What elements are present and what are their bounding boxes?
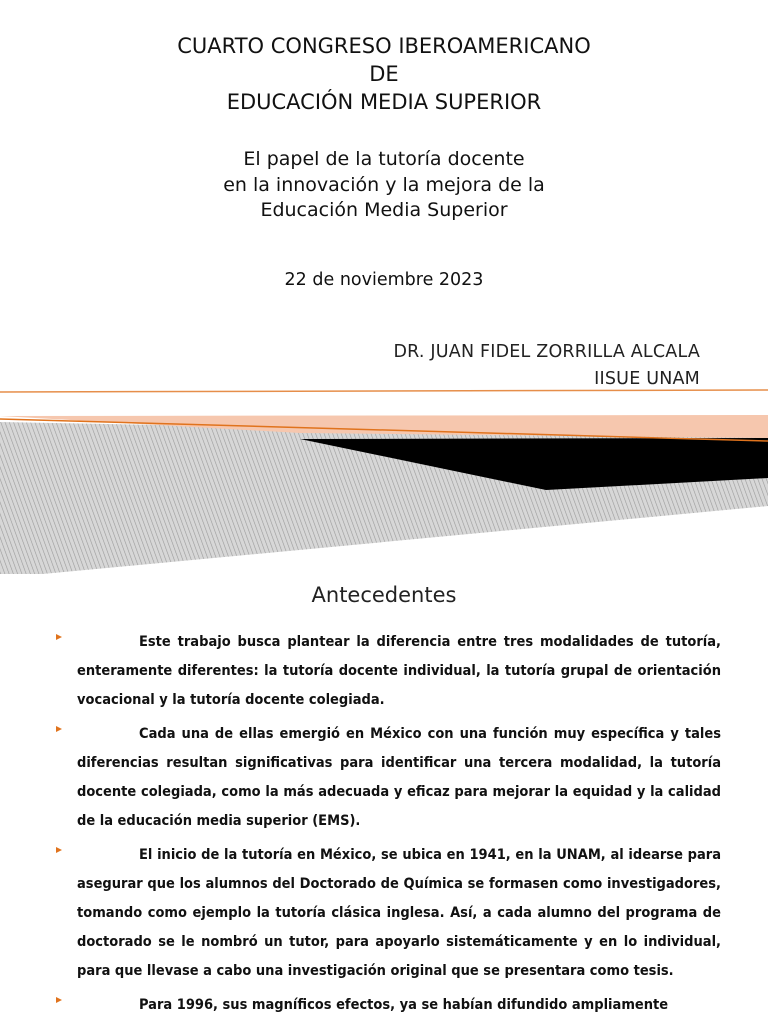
- bullet-text: El inicio de la tutoría en México, se ubica en 1941, en la UNAM, al idearse para asegurar que los alumnos del Doctorado de Química se formasen como investigadores, tomando como ejemplo la tutoría clásica inglesa. Así, a cada alumno del programa de doctorado se le nombró un tutor, para apoyarlo sistemáticamente y en lo individual, para que llevase a cabo una investigación original que se presentara como tesis.: [77, 847, 721, 979]
- arrow-bullet-icon: [56, 997, 62, 1003]
- arrow-bullet-icon: [56, 847, 62, 853]
- conference-title: [0, 32, 768, 116]
- bullet-text: Este trabajo busca plantear la diferencia entre tres modalidades de tutoría, enteramente diferentes: la tutoría docente individual, la tutoría grupal de orientación vocacional y la tutoría docente colegiada.: [77, 634, 721, 708]
- bullet-item: [0, 628, 768, 715]
- subtitle-line: Educación Media Superior: [260, 199, 508, 221]
- subtitle-line: El papel de la tutoría docente: [243, 148, 525, 170]
- thin-accent-line: [0, 390, 768, 392]
- arrow-bullet-icon: [56, 726, 62, 732]
- author-block: [393, 339, 700, 393]
- arrow-bullet-icon: [56, 634, 62, 640]
- subtitle-line: en la innovación y la mejora de la: [223, 173, 545, 196]
- author-name: DR. JUAN FIDEL ZORRILLA ALCALA: [393, 342, 700, 362]
- bullet-list: [0, 628, 768, 1025]
- bullet-text: Cada una de ellas emergió en México con una función muy específica y tales diferencias resultan significativas para identificar una tercera modalidad, la tutoría docente colegiada, como la más adecuada y eficaz para mejorar la equidad y la calidad de la educación media superior (EMS).: [77, 726, 721, 829]
- bullet-text: Para 1996, sus magníficos efectos, ya se habían difundido ampliamente: [139, 997, 669, 1013]
- talk-subtitle: [0, 147, 768, 224]
- title-line: EDUCACIÓN MEDIA SUPERIOR: [226, 90, 542, 114]
- slide-heading: Antecedentes: [311, 583, 457, 607]
- author-affiliation: IISUE UNAM: [594, 369, 700, 389]
- presentation-date: 22 de noviembre 2023: [284, 270, 484, 290]
- content-slide: [0, 578, 768, 1024]
- decorative-band: [0, 386, 768, 578]
- bullet-item: [0, 720, 768, 836]
- bullet-item: [0, 991, 768, 1020]
- title-line: CUARTO CONGRESO IBEROAMERICANO: [177, 34, 591, 58]
- title-line: DE: [369, 62, 399, 86]
- bullet-item: [0, 841, 768, 986]
